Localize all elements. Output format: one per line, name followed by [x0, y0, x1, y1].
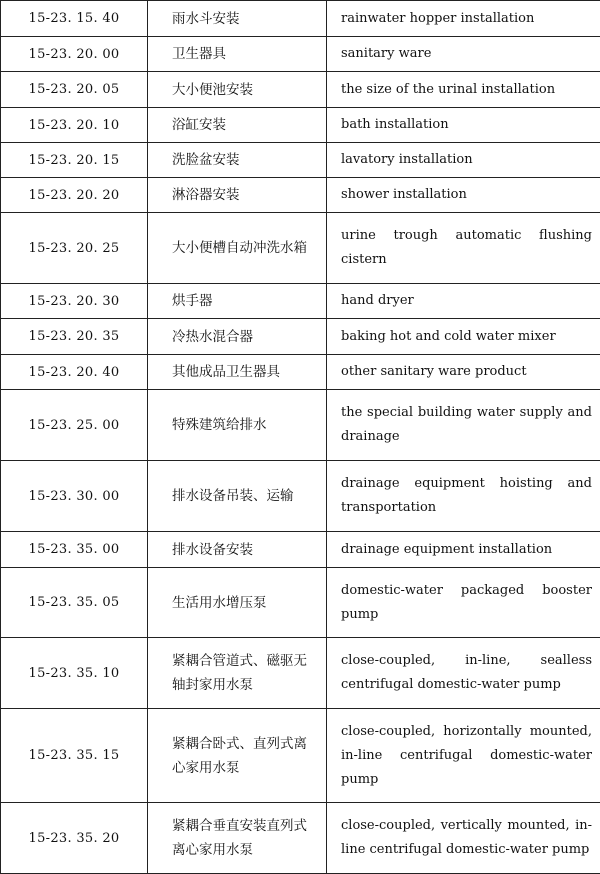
- english-term-cell: close-coupled, horizontally mounted, in-line centrifugal domestic-water pump: [327, 709, 600, 803]
- code-cell: 15-23. 20. 40: [1, 355, 148, 390]
- table-body: [1, 1, 600, 874]
- english-term-cell: close-coupled, in-line, sealless centrifugal domestic-water pump: [327, 638, 600, 709]
- code-cell: 15-23. 20. 05: [1, 72, 148, 108]
- english-term-cell: the special building water supply and drainage: [327, 390, 600, 461]
- table-row: [1, 709, 600, 803]
- chinese-term-cell: 特殊建筑给排水: [148, 390, 327, 461]
- english-term-cell: close-coupled, vertically mounted, in-line centrifugal domestic-water pump: [327, 803, 600, 874]
- english-term-cell: shower installation: [327, 178, 600, 213]
- chinese-term-cell: 大小便池安装: [148, 72, 327, 108]
- english-term-cell: other sanitary ware product: [327, 355, 600, 390]
- english-term-cell: the size of the urinal installation: [327, 72, 600, 108]
- code-cell: 15-23. 20. 00: [1, 37, 148, 72]
- table-row: [1, 213, 600, 284]
- table-row: [1, 72, 600, 108]
- english-term-cell: rainwater hopper installation: [327, 1, 600, 37]
- chinese-term-cell: 浴缸安装: [148, 108, 327, 143]
- chinese-term-cell: 冷热水混合器: [148, 319, 327, 355]
- table-row: [1, 532, 600, 568]
- code-cell: 15-23. 25. 00: [1, 390, 148, 461]
- code-cell: 15-23. 20. 35: [1, 319, 148, 355]
- chinese-term-cell: 紧耦合垂直安装直列式离心家用水泵: [148, 803, 327, 874]
- english-term-cell: drainage equipment hoisting and transportation: [327, 461, 600, 532]
- chinese-term-cell: 洗脸盆安装: [148, 143, 327, 178]
- english-term-cell: hand dryer: [327, 284, 600, 319]
- chinese-term-cell: 排水设备安装: [148, 532, 327, 568]
- table-row: [1, 390, 600, 461]
- table-row: [1, 803, 600, 874]
- table-row: [1, 143, 600, 178]
- code-cell: 15-23. 30. 00: [1, 461, 148, 532]
- table-row: [1, 1, 600, 37]
- english-term-cell: sanitary ware: [327, 37, 600, 72]
- code-cell: 15-23. 20. 25: [1, 213, 148, 284]
- table-row: [1, 108, 600, 143]
- code-cell: 15-23. 35. 10: [1, 638, 148, 709]
- english-term-cell: domestic-water packaged booster pump: [327, 568, 600, 638]
- code-cell: 15-23. 35. 00: [1, 532, 148, 568]
- english-term-cell: bath installation: [327, 108, 600, 143]
- chinese-term-cell: 烘手器: [148, 284, 327, 319]
- chinese-term-cell: 紧耦合卧式、直列式离心家用水泵: [148, 709, 327, 803]
- table-row: [1, 319, 600, 355]
- english-term-cell: urine trough automatic flushing cistern: [327, 213, 600, 284]
- english-term-cell: drainage equipment installation: [327, 532, 600, 568]
- code-cell: 15-23. 35. 05: [1, 568, 148, 638]
- table-row: [1, 284, 600, 319]
- table-row: [1, 37, 600, 72]
- code-cell: 15-23. 15. 40: [1, 1, 148, 37]
- code-cell: 15-23. 20. 10: [1, 108, 148, 143]
- english-term-cell: lavatory installation: [327, 143, 600, 178]
- chinese-term-cell: 排水设备吊装、运输: [148, 461, 327, 532]
- english-term-cell: baking hot and cold water mixer: [327, 319, 600, 355]
- table-row: [1, 568, 600, 638]
- chinese-term-cell: 生活用水增压泵: [148, 568, 327, 638]
- chinese-term-cell: 卫生器具: [148, 37, 327, 72]
- code-cell: 15-23. 20. 30: [1, 284, 148, 319]
- table-row: [1, 638, 600, 709]
- table-row: [1, 355, 600, 390]
- code-cell: 15-23. 20. 15: [1, 143, 148, 178]
- code-cell: 15-23. 35. 20: [1, 803, 148, 874]
- chinese-term-cell: 其他成品卫生器具: [148, 355, 327, 390]
- code-cell: 15-23. 35. 15: [1, 709, 148, 803]
- chinese-term-cell: 大小便槽自动冲洗水箱: [148, 213, 327, 284]
- table-row: [1, 461, 600, 532]
- table-row: [1, 178, 600, 213]
- chinese-term-cell: 紧耦合管道式、磁驱无轴封家用水泵: [148, 638, 327, 709]
- code-cell: 15-23. 20. 20: [1, 178, 148, 213]
- chinese-term-cell: 淋浴器安装: [148, 178, 327, 213]
- chinese-term-cell: 雨水斗安装: [148, 1, 327, 37]
